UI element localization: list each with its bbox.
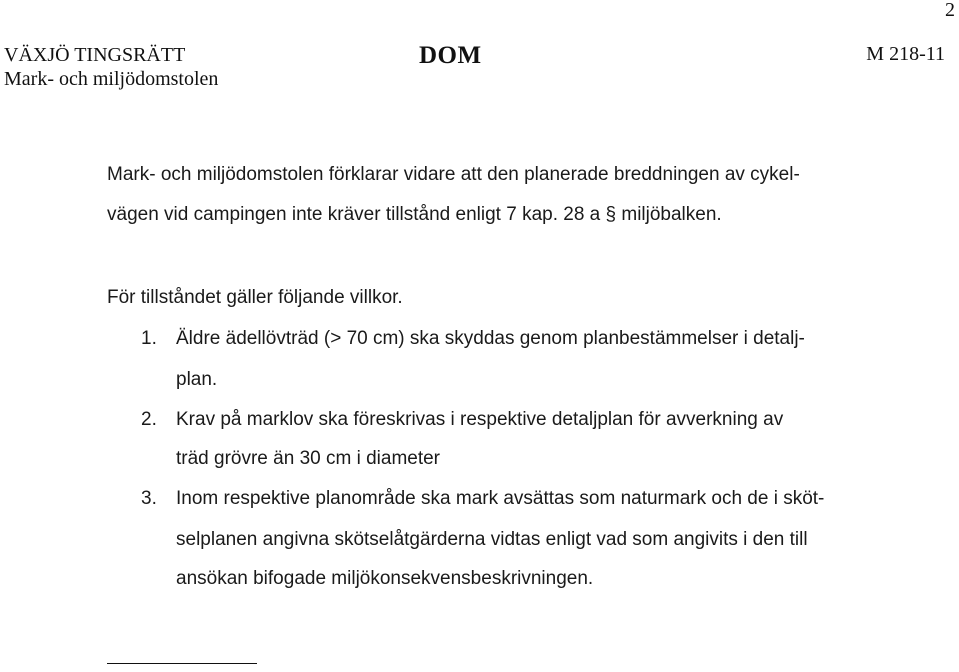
intro-line-1: Mark- och miljödomstolen förklarar vidare att den planerade breddningen av cykel- <box>107 164 800 185</box>
document-type: DOM <box>419 42 482 69</box>
condition-3-line-1: Inom respektive planområde ska mark avsättas som naturmark och de i sköt- <box>176 488 825 509</box>
condition-3-line-3: ansökan bifogade miljökonsekvensbeskrivningen. <box>176 568 594 589</box>
intro-line-2: vägen vid campingen inte kräver tillstånd enligt 7 kap. 28 a § miljöbalken. <box>107 204 722 225</box>
conditions-heading: För tillståndet gäller följande villkor. <box>107 287 403 308</box>
condition-1-line-1: Äldre ädellövträd (> 70 cm) ska skyddas genom planbestämmelser i detalj- <box>176 328 805 349</box>
header-court <box>4 43 218 91</box>
condition-2-line-2: träd grövre än 30 cm i diameter <box>176 448 441 469</box>
condition-3-line-2: selplanen angivna skötselåtgärderna vidtas enligt vad som angivits i den till <box>176 529 808 550</box>
condition-3-number: 3. <box>141 488 157 509</box>
condition-2-line-1: Krav på marklov ska föreskrivas i respektive detaljplan för avverkning av <box>176 409 784 430</box>
condition-1-number: 1. <box>141 328 157 349</box>
condition-1-line-2: plan. <box>176 369 218 390</box>
condition-2-number: 2. <box>141 409 157 430</box>
court-division: Mark- och miljödomstolen <box>4 68 219 90</box>
footnote-rule <box>107 663 257 664</box>
court-name: VÄXJÖ TINGSRÄTT <box>4 44 186 66</box>
case-number: M 218-11 <box>866 43 945 65</box>
page-number: 2 <box>945 0 955 21</box>
